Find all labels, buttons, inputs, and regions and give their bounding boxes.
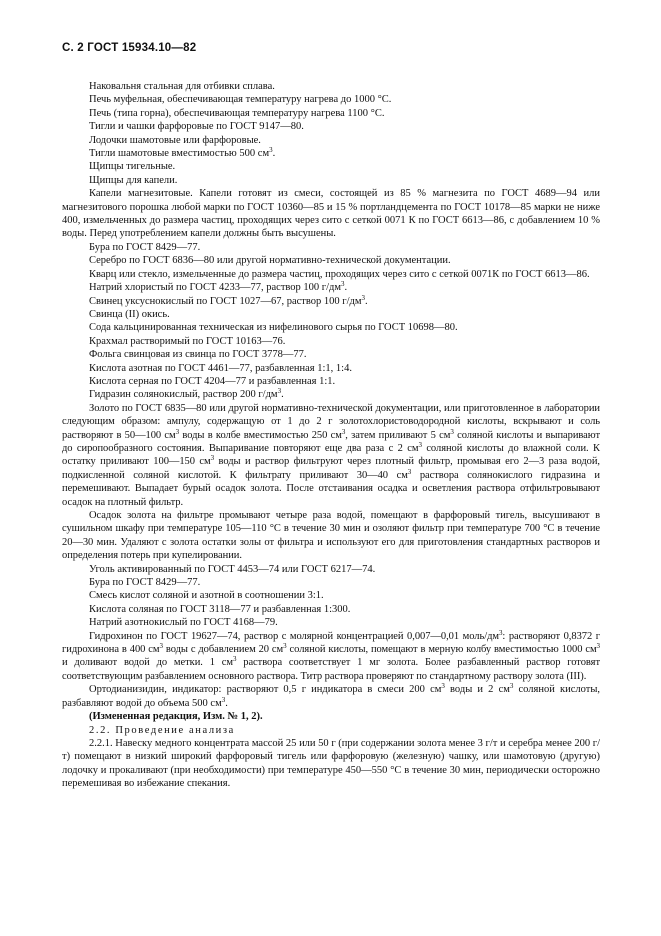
paragraph: Ортодианизидин, индикатор: растворяют 0,5 г индикатора в смеси 200 $см^3$ воды и 2 $см^3$ соляной кислоты, разбавляют водой до объема 500 $см^3$. [62,682,600,709]
paragraph: Свинца (II) окись. [89,308,170,320]
paragraph: Тигли и чашки фарфоровые по ГОСТ 9147—80. [89,121,304,133]
document-body [62,80,600,791]
paragraph: Уголь активированный по ГОСТ 4453—74 или ГОСТ 6217—74. [89,563,376,575]
paragraph: Кислота соляная по ГОСТ 3118—77 и разбавленная 1:300. [89,603,351,615]
paragraph: Гидразин солянокислый, раствор 200 $г/дм^3$. [89,387,284,401]
paragraph: Серебро по ГОСТ 6836—80 или другой нормативно-технической документации. [89,255,451,267]
paragraph: Щипцы тигельные. [89,161,176,173]
paragraph: Бура по ГОСТ 8429—77. [89,241,201,253]
paragraph: Крахмал растворимый по ГОСТ 10163—76. [89,335,286,347]
paragraph: Печь муфельная, обеспечивающая температуру нагрева до 1000 °С. [89,94,392,106]
section-heading: 2.2. Проведение анализа [89,724,235,736]
paragraph: Кислота серная по ГОСТ 4204—77 и разбавленная 1:1. [89,375,336,387]
paragraph: Смесь кислот соляной и азотной в соотношении 3:1. [89,590,324,602]
paragraph: 2.2.1. Навеску медного концентрата массой 25 или 50 г (при содержании золота менее 3 г/т и серебра менее 200 г/т) помещают в низкий широкий фарфоровый тигель или фарфоровую (железную) чашку, или шамотовую (другую) лодочку и прокаливают (при необходимости) при температуре 450—550 °С в течение 30 мин, периодически осторожно перемешивая во избежание спекания. [62,737,600,790]
paragraph: Гидрохинон по ГОСТ 19627—74, раствор с молярной концентрацией 0,007—0,01 моль/$дм^3$: растворяют 0,8372 г гидрохинона в 400 $см^3$ воды с добавлением 20 $см^3$ соляной кислоты, помещают в мерную колбу вместимостью 1000 $см^3$ и доливают водой до метки. 1 $см^3$ раствора соответствует 1 мг золота. Более разбавленный раствор готовят соответствующим разбавлением основного раствора. Титр раствора проверяют по стандартному раствору золота (III). [62,628,600,682]
paragraph: Капели магнезитовые. Капели готовят из смеси, состоящей из 85 % магнезита по ГОСТ 4689—94 или магнезитового порошка любой марки по ГОСТ 10360—85 и 15 % портландцемента по ГОСТ 10178—85 марки не ниже 400, измельченных до размера частиц, проходящих через сито с сеткой 0071 К по ГОСТ 6613—86, с добавлением 10 % воды. Перед употреблением капели должны быть высушены. [62,188,600,240]
running-head: С. 2 ГОСТ 15934.10—82 [62,42,197,54]
paragraph: Сода кальцинированная техническая из нифелинового сырья по ГОСТ 10698—80. [89,322,458,334]
paragraph: Бура по ГОСТ 8429—77. [89,577,201,589]
paragraph: Натрий хлористый по ГОСТ 4233—77, раствор 100 $г/дм^3$. [89,280,348,294]
paragraph: Натрий азотнокислый по ГОСТ 4168—79. [89,617,278,629]
paragraph: Наковальня стальная для отбивки сплава. [89,81,275,92]
paragraph: Свинец уксуснокислый по ГОСТ 1027—67, раствор 100 $г/дм^3$. [89,293,368,307]
paragraph: Осадок золота на фильтре промывают четыре раза водой, помещают в фарфоровый тигель, высушивают в сушильном шкафу при температуре 105—110 °С в течение 30 мин и озоляют фильтр при температуре 700 °С в течение 20—30 мин. Удаляют с золота остатки золы от фильтра и используют его для приготовления стандартных растворов и определения потерь при купелировании. [62,510,600,562]
paragraph: Печь (типа горна), обеспечивающая температуру нагрева 1100 °С. [89,107,385,119]
paragraph: Золото по ГОСТ 6835—80 или другой нормативно-технической документации, или приготовленное в лаборатории следующим образом: ампулу, содержащую от 1 до 2 г золотохлористоводородной кислоты, вскрывают и соль растворяют в 50—100 $см^3$ воды в колбе вместимостью 250 $см^3$, затем приливают 5 $см^3$ соляной кислоты и выпаривают до сиропообразного состояния. Выпаривание повторяют еще два раза с 2 $см^3$ соляной кислоты до влажной соли. К остатку приливают 100—150 $см^3$ воды и раствор фильтруют через плотный фильтр, промывая его 2—3 раза водой, подкисленной соляной кислотой. К фильтрату приливают 30—40 $см^3$ раствора солянокислого гидразина и перемешивают. Выпадает бурый осадок золота. После отстаивания осадка и осветления раствора отфильтровывают осадок на плотный фильтр. [62,402,600,508]
paragraph: Фольга свинцовая из свинца по ГОСТ 3778—77. [89,349,307,361]
paragraph: Щипцы для капели. [89,174,178,186]
edition-note: (Измененная редакция, Изм. № 1, 2). [89,711,263,723]
paragraph: Лодочки шамотовые или фарфоровые. [89,134,261,146]
paragraph: Тигли шамотовые вместимостью 500 $см^3$. [89,146,276,160]
paragraph: Кислота азотная по ГОСТ 4461—77, разбавленная 1:1, 1:4. [89,362,352,374]
paragraph: Кварц или стекло, измельченные до размера частиц, проходящих через сито с сеткой 0071К по ГОСТ 6613—86. [89,268,590,280]
